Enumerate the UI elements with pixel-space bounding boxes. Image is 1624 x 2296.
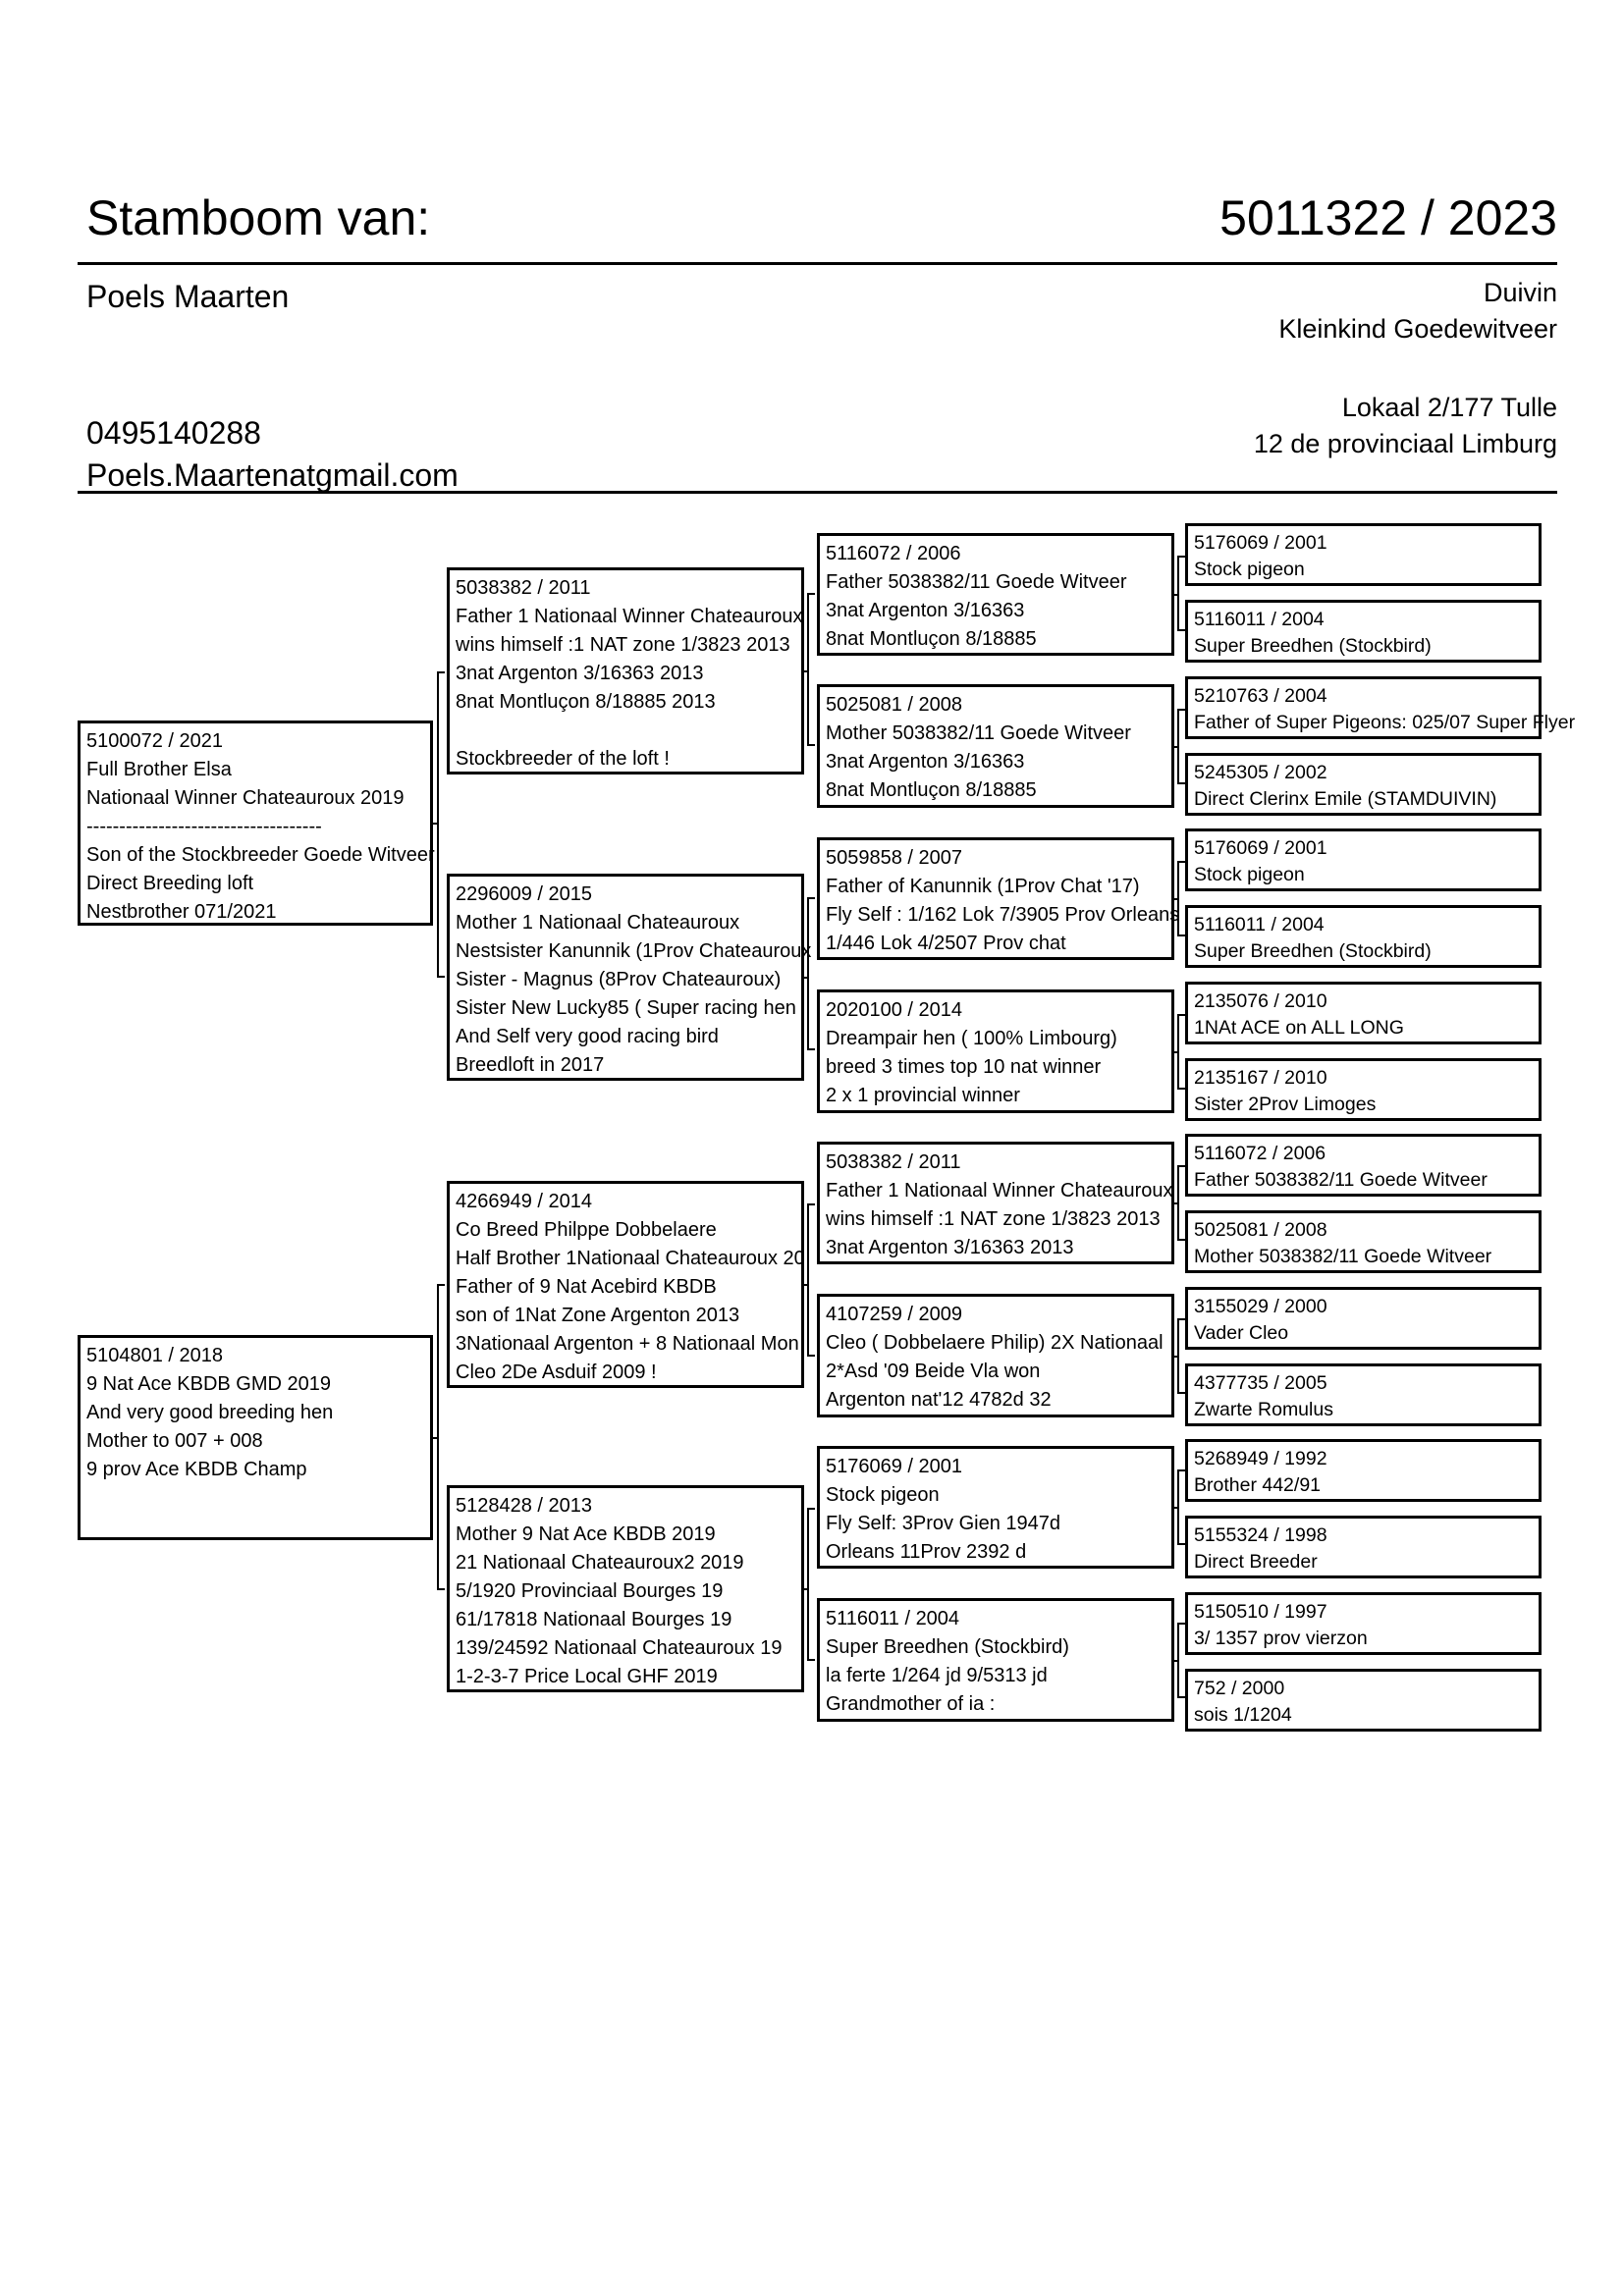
note-line: Cleo ( Dobbelaere Philip) 2X Nationaal: [826, 1332, 1164, 1354]
connector: [807, 897, 815, 1050]
results-info: [1254, 390, 1557, 462]
ring-number: 5176069 / 2001: [1194, 532, 1327, 554]
great-grandparent-box: [817, 1294, 1174, 1417]
note-line: Father 1 Nationaal Winner Chateauroux: [456, 606, 803, 627]
note-line: 2*Asd '09 Beide Vla won: [826, 1361, 1041, 1382]
connector: [807, 1203, 815, 1357]
note-line: Orleans 11Prov 2392 d: [826, 1541, 1027, 1563]
header-bottom-divider: [78, 491, 1557, 494]
result-line-2: 12 de provinciaal Limburg: [1253, 429, 1557, 458]
ancestor-box: [1185, 676, 1576, 739]
note-line: Mother 9 Nat Ace KBDB 2019: [456, 1523, 716, 1545]
connector: [1177, 1623, 1185, 1698]
note-line: Mother to 007 + 008: [86, 1430, 263, 1452]
ring-number: 5155324 / 1998: [1194, 1524, 1327, 1546]
connector: [1177, 556, 1185, 631]
connector: [437, 671, 445, 978]
owner-name: Poels Maarten: [86, 279, 290, 314]
note-line: 8nat Montluçon 8/18885 2013: [456, 691, 716, 713]
email-address: Poels.Maartenatgmail.com: [86, 457, 459, 493]
connector: [1177, 1014, 1185, 1090]
note-line: Father of Super Pigeons: 025/07 Super Flyer: [1194, 712, 1576, 733]
note-line: wins himself :1 NAT zone 1/3823 2013: [456, 634, 790, 656]
note-line: 1-2-3-7 Price Local GHF 2019: [456, 1666, 718, 1687]
note-line: Stock pigeon: [1194, 864, 1305, 885]
note-line: Zwarte Romulus: [1194, 1399, 1333, 1420]
ancestor-box: [1185, 600, 1542, 663]
ring-number: 5038382 / 2011: [826, 1151, 961, 1173]
great-grandparent-box: [817, 837, 1180, 960]
note-line: Sister - Magnus (8Prov Chateauroux): [456, 969, 782, 990]
pigeon-name: Kleinkind Goedewitveer: [1278, 314, 1557, 344]
great-grandparent-box: [817, 684, 1174, 808]
ring-number: 5116072 / 2006: [1194, 1143, 1326, 1164]
note-line: 9 Nat Ace KBDB GMD 2019: [86, 1373, 332, 1395]
separator-line: ------------------------------------: [86, 816, 322, 837]
note-line: Brother 442/91: [1194, 1474, 1322, 1496]
ring-number: 5104801 / 2018: [86, 1345, 224, 1366]
ring-number: 5176069 / 2001: [826, 1456, 963, 1477]
ring-number: 5038382 / 2011: [456, 577, 591, 599]
ring-number: 5025081 / 2008: [826, 694, 963, 716]
note-line: Mother 5038382/11 Goede Witveer: [826, 722, 1131, 744]
note-line: Nestsister Kanunnik (1Prov Chateauroux: [456, 940, 812, 962]
ancestor-box: [1185, 1363, 1542, 1426]
connector: [1177, 1318, 1185, 1394]
note-line: Full Brother Elsa: [86, 759, 232, 780]
paternal-grandfather-box: [447, 567, 804, 774]
note-line: Super Breedhen (Stockbird): [1194, 635, 1432, 657]
note-line: Co Breed Philppe Dobbelaere: [456, 1219, 717, 1241]
ring-number: 5128428 / 2013: [456, 1495, 593, 1517]
note-line: 9 prov Ace KBDB Champ: [86, 1459, 307, 1480]
ring-number: 2296009 / 2015: [456, 883, 593, 905]
ring-number: 5116011 / 2004: [826, 1608, 960, 1629]
ring-number: 5116011 / 2004: [1194, 609, 1325, 630]
ring-number: 5059858 / 2007: [826, 847, 963, 869]
note-line: [456, 717, 795, 745]
maternal-grandmother-box: [447, 1485, 804, 1692]
note-line: 21 Nationaal Chateauroux2 2019: [456, 1552, 744, 1574]
mother-box: [78, 1335, 433, 1540]
note-line: Breedloft in 2017: [456, 1054, 605, 1076]
ancestor-box: [1185, 1516, 1542, 1578]
ring-number: 2135076 / 2010: [1194, 990, 1327, 1012]
ancestor-box: [1185, 905, 1542, 968]
ring-number: 5150510 / 1997: [1194, 1601, 1327, 1623]
connector: [1177, 861, 1185, 936]
pigeon-info: [1278, 275, 1557, 347]
note-line: Direct Breeder: [1194, 1551, 1318, 1573]
note-line: wins himself :1 NAT zone 1/3823 2013: [826, 1208, 1161, 1230]
ancestor-box: [1185, 1287, 1542, 1350]
connector: [807, 593, 815, 746]
ring-number: 5025081 / 2008: [1194, 1219, 1327, 1241]
ancestor-box: [1185, 982, 1542, 1044]
note-line: Argenton nat'12 4782d 32: [826, 1389, 1052, 1411]
great-grandparent-box: [817, 1142, 1174, 1264]
great-grandparent-box: [817, 533, 1174, 656]
great-grandparent-box: [817, 1598, 1174, 1722]
connector: [807, 1508, 815, 1661]
note-line: Half Brother 1Nationaal Chateauroux 20: [456, 1248, 805, 1269]
result-line-1: Lokaal 2/177 Tulle: [1341, 393, 1557, 422]
ancestor-box: [1185, 523, 1542, 586]
note-line: 1NAt ACE on ALL LONG: [1194, 1017, 1404, 1039]
connector: [1177, 709, 1185, 784]
note-line: 8nat Montluçon 8/18885: [826, 628, 1037, 650]
note-line: 2 x 1 provincial winner: [826, 1085, 1020, 1106]
note-line: Direct Clerinx Emile (STAMDUIVIN): [1194, 788, 1497, 810]
note-line: 139/24592 Nationaal Chateauroux 19: [456, 1637, 783, 1659]
connector: [1177, 1165, 1185, 1241]
connector: [1177, 1469, 1185, 1545]
note-line: Super Breedhen (Stockbird): [1194, 940, 1432, 962]
note-line: Super Breedhen (Stockbird): [826, 1636, 1069, 1658]
note-line: 5/1920 Provinciaal Bourges 19: [456, 1580, 724, 1602]
note-line: Stock pigeon: [826, 1484, 940, 1506]
great-grandparent-box: [817, 989, 1174, 1113]
ancestor-box: [1185, 1210, 1542, 1273]
note-line: 3/ 1357 prov vierzon: [1194, 1628, 1368, 1649]
note-line: Fly Self : 1/162 Lok 7/3905 Prov Orleans: [826, 904, 1180, 926]
ancestor-box: [1185, 1669, 1542, 1732]
contact-block: [86, 412, 459, 497]
maternal-grandfather-box: [447, 1181, 804, 1388]
note-line: Dreampair hen ( 100% Limbourg): [826, 1028, 1117, 1049]
note-line: Grandmother of ia :: [826, 1693, 996, 1715]
ring-number: 5210763 / 2004: [1194, 685, 1327, 707]
ring-number: 3155029 / 2000: [1194, 1296, 1327, 1317]
ring-number: 5011322 / 2023: [1219, 190, 1557, 245]
ring-number: 5268949 / 1992: [1194, 1448, 1327, 1469]
ring-number: 5116011 / 2004: [1194, 914, 1325, 935]
ring-number: 4266949 / 2014: [456, 1191, 593, 1212]
sex-label: Duivin: [1483, 278, 1557, 307]
ancestor-box: [1185, 828, 1542, 891]
note-line: 1/446 Lok 4/2507 Prov chat: [826, 933, 1066, 954]
note-line: Nestbrother 071/2021: [86, 901, 277, 923]
ring-number: 752 / 2000: [1194, 1678, 1285, 1699]
ring-number: 2135167 / 2010: [1194, 1067, 1327, 1089]
note-line: son of 1Nat Zone Argenton 2013: [456, 1305, 740, 1326]
father-box: [78, 721, 433, 926]
note-line: 3nat Argenton 3/16363: [826, 751, 1025, 773]
ring-number: 5245305 / 2002: [1194, 762, 1327, 783]
note-line: Fly Self: 3Prov Gien 1947d: [826, 1513, 1061, 1534]
note-line: 3nat Argenton 3/16363 2013: [456, 663, 704, 684]
note-line: 3nat Argenton 3/16363: [826, 600, 1025, 621]
note-line: Cleo 2De Asduif 2009 !: [456, 1362, 657, 1383]
note-line: Father of Kanunnik (1Prov Chat '17): [826, 876, 1140, 897]
page-title: Stamboom van:: [86, 190, 431, 245]
header-divider: [78, 262, 1557, 265]
phone-number: 0495140288: [86, 415, 261, 451]
note-line: Father 1 Nationaal Winner Chateauroux: [826, 1180, 1173, 1201]
note-line: Father 5038382/11 Goede Witveer: [826, 571, 1127, 593]
ring-number: 5100072 / 2021: [86, 730, 224, 752]
note-line: breed 3 times top 10 nat winner: [826, 1056, 1102, 1078]
note-line: Father 5038382/11 Goede Witveer: [1194, 1169, 1488, 1191]
ring-number: 5176069 / 2001: [1194, 837, 1327, 859]
note-line: Vader Cleo: [1194, 1322, 1289, 1344]
ring-number: 4107259 / 2009: [826, 1304, 963, 1325]
note-line: Sister New Lucky85 ( Super racing hen: [456, 997, 796, 1019]
ancestor-box: [1185, 753, 1542, 816]
ancestor-box: [1185, 1134, 1542, 1197]
connector: [437, 1284, 445, 1590]
ancestor-box: [1185, 1592, 1542, 1655]
note-line: 61/17818 Nationaal Bourges 19: [456, 1609, 732, 1630]
ancestor-box: [1185, 1439, 1542, 1502]
note-line: And very good breeding hen: [86, 1402, 334, 1423]
ring-number: 5116072 / 2006: [826, 543, 961, 564]
note-line: Stockbreeder of the loft !: [456, 748, 670, 770]
paternal-grandmother-box: [447, 874, 812, 1081]
note-line: 8nat Montluçon 8/18885: [826, 779, 1037, 801]
note-line: Son of the Stockbreeder Goede Witveer: [86, 844, 435, 866]
note-line: la ferte 1/264 jd 9/5313 jd: [826, 1665, 1048, 1686]
ancestor-box: [1185, 1058, 1542, 1121]
note-line: Stock pigeon: [1194, 559, 1305, 580]
note-line: Nationaal Winner Chateauroux 2019: [86, 787, 405, 809]
note-line: Father of 9 Nat Acebird KBDB: [456, 1276, 717, 1298]
ring-number: 2020100 / 2014: [826, 999, 963, 1021]
note-line: Mother 1 Nationaal Chateauroux: [456, 912, 740, 934]
ring-number: 4377735 / 2005: [1194, 1372, 1327, 1394]
note-line: sois 1/1204: [1194, 1704, 1292, 1726]
note-line: Direct Breeding loft: [86, 873, 254, 894]
great-grandparent-box: [817, 1446, 1174, 1569]
note-line: 3Nationaal Argenton + 8 Nationaal Mon: [456, 1333, 799, 1355]
note-line: 3nat Argenton 3/16363 2013: [826, 1237, 1074, 1258]
note-line: And Self very good racing bird: [456, 1026, 719, 1047]
note-line: Mother 5038382/11 Goede Witveer: [1194, 1246, 1492, 1267]
note-line: Sister 2Prov Limoges: [1194, 1094, 1377, 1115]
